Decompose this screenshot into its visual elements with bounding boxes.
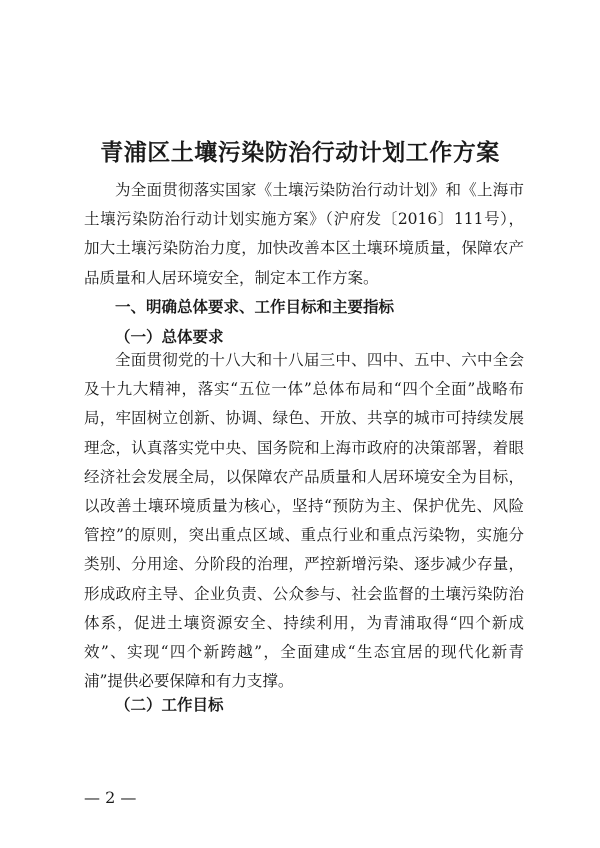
document-title: 青浦区土壤污染防治行动计划工作方案 xyxy=(100,139,500,166)
subsection-2-heading: （二）工作目标 xyxy=(115,695,224,714)
section-1-heading: 一、明确总体要求、工作目标和主要指标 xyxy=(115,298,395,316)
intro-paragraph: 为全面贯彻落实国家《土壤污染防治行动计划》和《上海市土壤污染防治行动计划实施方案》（沪府发〔2016〕111号），加大土壤污染防治力度，加快改善本区土壤环境质量，保障农产品质量和人居环境安全，制定本工作方案。 xyxy=(84,181,524,287)
page-number: — 2 — xyxy=(84,788,137,807)
subsection-1-heading: （一）总体要求 xyxy=(115,327,224,346)
subsection-1-paragraph: 全面贯彻党的十八大和十八届三中、四中、五中、六中全会及十九大精神，落实“五位一体”总体布局和“四个全面”战略布局，牢固树立创新、协调、绿色、开放、共享的城市可持续发展理念，认真落实党中央、国务院和上海市政府的决策部署，着眼经济社会发展全局，以保障农产品质量和人居环境安全为目标，以改善土壤环境质量为核心，坚持“预防为主、保护优先、风险管控”的原则，突出重点区域、重点行业和重点污染物，实施分类别、分用途、分阶段的治理，严控新增污染、逐步减少存量，形成政府主导、企业负责、公众参与、社会监督的土壤污染防治体系，促进土壤资源安全、持续利用，为青浦取得“四个新成效”、实现“四个新跨越”，全面建成“生态宜居的现代化新青浦”提供必要保障和有力支撑。 xyxy=(84,351,524,691)
